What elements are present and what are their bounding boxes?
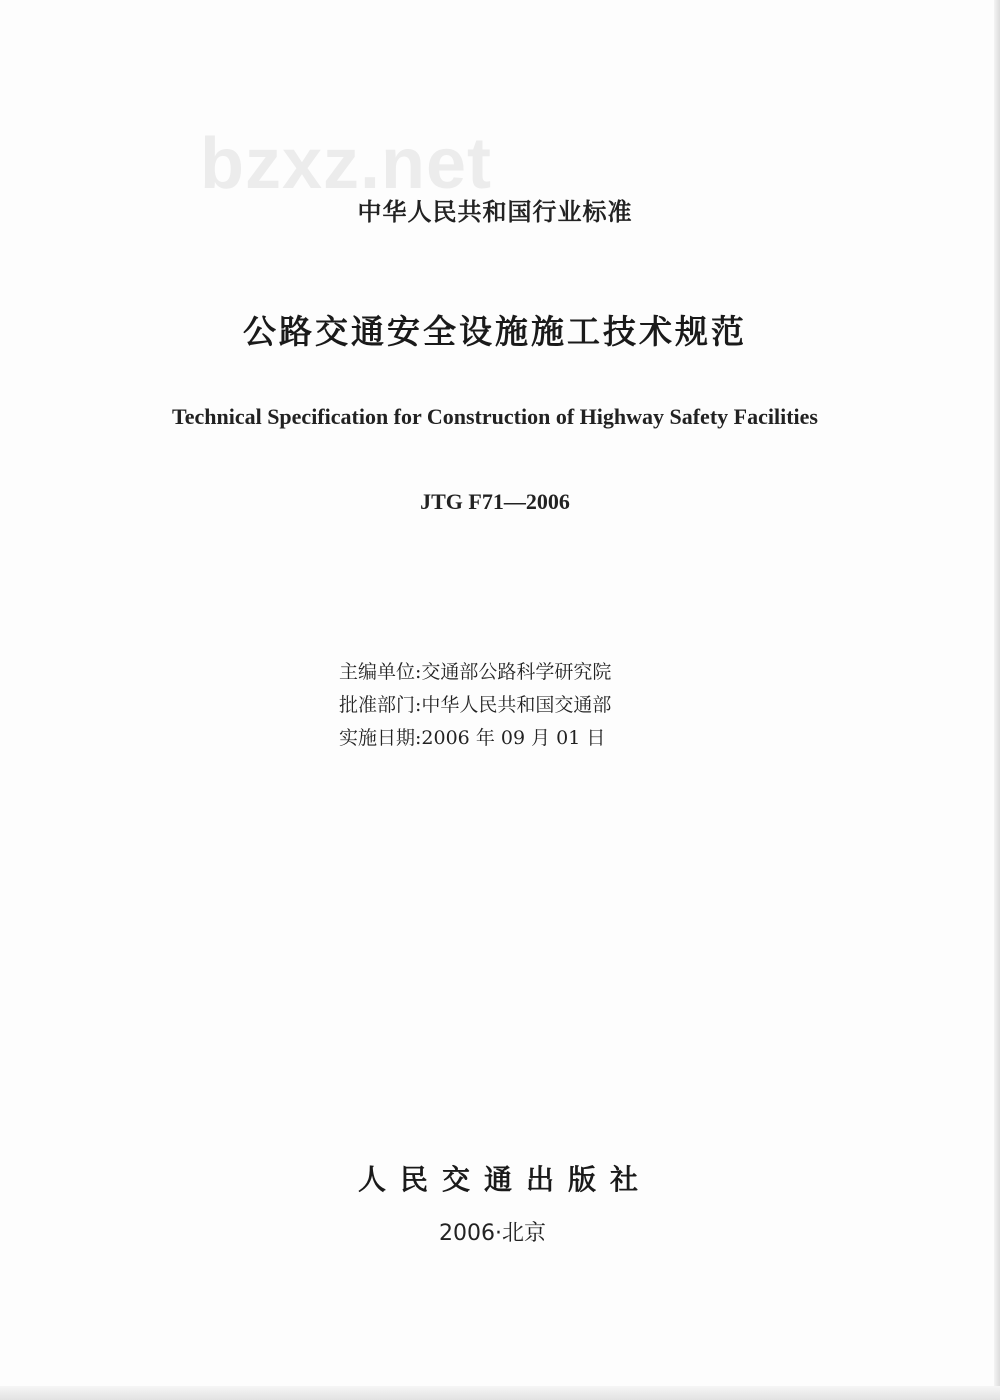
standard-code: JTG F71—2006 (420, 489, 570, 514)
page-edge-right (994, 0, 1000, 1400)
page-edge-bottom (0, 1386, 1000, 1400)
info-label: 实施日期 (339, 727, 416, 749)
issuance-info (339, 656, 611, 755)
document-title-chinese: 公路交通安全设施施工技术规范 (243, 312, 747, 351)
watermark: bzxz.net (200, 124, 493, 204)
info-label: 主编单位 (339, 661, 416, 683)
info-value: 交通部公路科学研究院 (421, 661, 612, 683)
info-row-editor (339, 656, 611, 689)
publication-year-place: 2006·北京 (439, 1221, 546, 1246)
info-separator: : (415, 661, 422, 683)
standard-series-heading: 中华人民共和国行业标准 (357, 198, 633, 226)
info-value: 中华人民共和国交通部 (421, 694, 612, 716)
info-label: 批准部门 (339, 694, 416, 716)
info-value: 2006 年 09 月 01 日 (421, 727, 606, 749)
info-separator: : (415, 727, 422, 749)
document-title-english: Technical Specification for Construction of Highway Safety Facilities (172, 404, 818, 429)
info-separator: : (415, 694, 422, 716)
publisher-name: 人民交通出版社 (357, 1163, 652, 1196)
info-row-effective-date (339, 722, 611, 755)
info-row-approver (339, 689, 611, 722)
